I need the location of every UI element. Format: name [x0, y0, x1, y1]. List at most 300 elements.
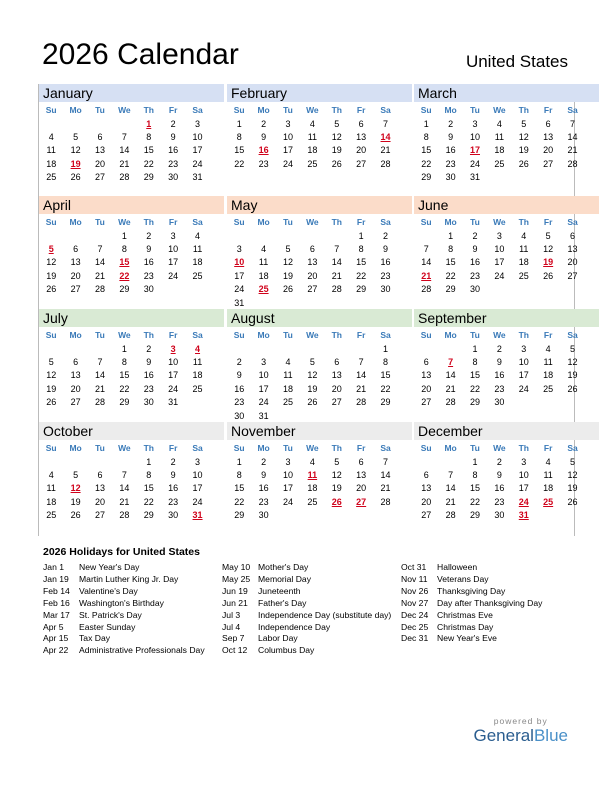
weekday-label: Sa [192, 104, 203, 115]
day-cell: 17 [168, 370, 179, 381]
day-cell: 10 [258, 370, 269, 381]
holiday-date: Nov 27 [401, 597, 429, 608]
day-cell: 6 [423, 470, 429, 481]
day-cell: 9 [472, 244, 478, 255]
month-name: December [414, 422, 599, 440]
holidays-title: 2026 Holidays for United States [43, 546, 200, 558]
week-row [227, 269, 412, 282]
holiday-date: Nov 11 [401, 573, 428, 584]
day-cell: 13 [94, 145, 105, 156]
day-cell: 23 [258, 158, 269, 169]
weekday-label: We [118, 442, 131, 453]
holiday-day-cell: 15 [119, 257, 130, 268]
weekday-label: Sa [192, 442, 203, 453]
weekday-label: Sa [567, 216, 578, 227]
weekday-label: Su [233, 104, 245, 115]
day-cell: 28 [421, 284, 432, 295]
day-cell: 16 [380, 257, 391, 268]
day-cell: 7 [121, 470, 127, 481]
month-june [414, 196, 599, 309]
day-cell: 27 [356, 158, 367, 169]
day-cell: 22 [469, 496, 480, 507]
day-cell: 4 [48, 470, 54, 481]
weekday-label: Fr [356, 442, 366, 453]
day-cell: 16 [143, 257, 154, 268]
weekday-label: We [306, 329, 319, 340]
day-cell: 5 [309, 357, 315, 368]
day-cell: 20 [70, 270, 81, 281]
week-row [227, 409, 412, 422]
day-cell: 14 [94, 370, 105, 381]
holiday-day-cell: 25 [543, 496, 554, 507]
day-cell: 3 [195, 118, 201, 129]
day-cell: 28 [445, 510, 456, 521]
weekday-label: We [493, 216, 506, 227]
day-cell: 4 [309, 456, 315, 467]
week-row [39, 495, 224, 508]
holiday-date: Jun 21 [222, 597, 248, 608]
day-cell: 19 [567, 483, 578, 494]
day-cell: 6 [358, 118, 364, 129]
day-cell: 20 [567, 257, 578, 268]
day-cell: 11 [192, 244, 203, 255]
day-cell: 10 [282, 132, 293, 143]
day-cell: 8 [358, 244, 364, 255]
day-cell: 24 [469, 158, 480, 169]
day-cell: 13 [94, 483, 105, 494]
weekday-label: We [118, 216, 131, 227]
month-name: July [39, 309, 224, 327]
day-cell: 1 [448, 230, 454, 241]
weekday-label: Th [518, 104, 529, 115]
holiday-row [43, 645, 223, 657]
weekday-label: Su [45, 104, 57, 115]
weekday-label: Tu [283, 329, 293, 340]
day-cell: 28 [356, 397, 367, 408]
day-cell: 20 [94, 158, 105, 169]
weekday-label: Mo [257, 442, 270, 453]
week-row [414, 482, 599, 495]
day-cell: 8 [236, 470, 242, 481]
weekday-label: Th [331, 104, 342, 115]
day-cell: 30 [168, 510, 179, 521]
day-cell: 16 [469, 257, 480, 268]
weekday-label: Fr [543, 216, 553, 227]
weekday-header [39, 327, 224, 342]
day-cell: 7 [121, 132, 127, 143]
day-cell: 17 [282, 145, 293, 156]
day-cell: 3 [170, 230, 176, 241]
day-cell: 17 [494, 257, 505, 268]
month-february [227, 84, 412, 197]
day-cell: 9 [170, 132, 176, 143]
weekday-header [227, 102, 412, 117]
day-cell: 23 [445, 158, 456, 169]
week-row [227, 396, 412, 409]
day-cell: 1 [472, 343, 478, 354]
holiday-row [43, 633, 223, 645]
day-cell: 19 [567, 370, 578, 381]
day-cell: 12 [282, 257, 293, 268]
day-cell: 5 [570, 456, 576, 467]
weekday-label: Su [45, 442, 57, 453]
holiday-row [43, 574, 223, 586]
holiday-date: May 25 [222, 573, 251, 584]
month-april [39, 196, 224, 309]
day-cell: 21 [119, 158, 130, 169]
day-cell: 5 [334, 456, 340, 467]
day-cell: 24 [282, 496, 293, 507]
day-cell: 13 [421, 370, 432, 381]
weekday-header [39, 214, 224, 229]
holiday-date: Apr 5 [43, 621, 64, 632]
day-cell: 6 [73, 357, 79, 368]
day-cell: 11 [494, 132, 505, 143]
day-cell: 23 [143, 270, 154, 281]
week-row [414, 355, 599, 368]
day-cell: 16 [168, 145, 179, 156]
day-cell: 3 [472, 118, 478, 129]
day-cell: 26 [331, 158, 342, 169]
day-cell: 20 [543, 145, 554, 156]
day-cell: 13 [70, 370, 81, 381]
day-cell: 1 [236, 118, 242, 129]
day-cell: 30 [143, 284, 154, 295]
weekday-label: Tu [283, 216, 293, 227]
day-cell: 18 [192, 370, 203, 381]
day-cell: 7 [383, 118, 389, 129]
day-cell: 8 [236, 132, 242, 143]
day-cell: 25 [46, 172, 57, 183]
holiday-row [222, 586, 402, 598]
day-cell: 5 [73, 470, 79, 481]
day-cell: 12 [518, 132, 529, 143]
week-row [227, 296, 412, 309]
weekday-label: Mo [444, 329, 457, 340]
week-row [227, 509, 412, 522]
day-cell: 13 [307, 257, 318, 268]
day-cell: 13 [356, 132, 367, 143]
day-cell: 21 [380, 483, 391, 494]
month-august [227, 309, 412, 422]
day-cell: 2 [261, 118, 267, 129]
day-cell: 18 [46, 158, 57, 169]
week-row [414, 342, 599, 355]
holiday-day-cell: 31 [518, 510, 529, 521]
holiday-name: Veterans Day [437, 573, 489, 584]
day-cell: 1 [472, 456, 478, 467]
weekday-label: Mo [69, 216, 82, 227]
holiday-name: Independence Day (substitute day) [258, 609, 392, 620]
weekday-label: Th [518, 216, 529, 227]
weekday-label: Sa [567, 329, 578, 340]
day-cell: 4 [48, 132, 54, 143]
day-cell: 13 [70, 257, 81, 268]
day-cell: 15 [356, 257, 367, 268]
weekday-header [39, 102, 224, 117]
holiday-date: Oct 12 [222, 645, 248, 656]
day-cell: 9 [261, 470, 267, 481]
day-cell: 22 [356, 270, 367, 281]
week-row [39, 117, 224, 130]
day-cell: 14 [567, 132, 578, 143]
weekday-label: Tu [470, 329, 480, 340]
day-cell: 20 [307, 270, 318, 281]
day-cell: 10 [494, 244, 505, 255]
weekday-label: Tu [470, 216, 480, 227]
day-cell: 18 [258, 270, 269, 281]
day-cell: 28 [380, 158, 391, 169]
day-cell: 29 [143, 172, 154, 183]
holiday-column [401, 562, 581, 645]
week-row [39, 283, 224, 296]
weekday-label: We [493, 104, 506, 115]
day-cell: 27 [70, 284, 81, 295]
day-cell: 17 [258, 383, 269, 394]
day-cell: 9 [383, 244, 389, 255]
day-cell: 23 [380, 270, 391, 281]
powered-by-text: powered by [493, 716, 548, 726]
holiday-date: Dec 31 [401, 633, 429, 644]
weekday-label: Th [518, 329, 529, 340]
day-cell: 12 [567, 357, 578, 368]
day-cell: 1 [423, 118, 429, 129]
day-cell: 24 [192, 496, 203, 507]
holiday-row [43, 610, 223, 622]
day-cell: 24 [168, 270, 179, 281]
day-cell: 30 [380, 284, 391, 295]
day-cell: 2 [261, 456, 267, 467]
week-row [414, 455, 599, 468]
month-name: August [227, 309, 412, 327]
holiday-day-cell: 7 [448, 357, 454, 368]
day-cell: 19 [331, 483, 342, 494]
weekday-label: Mo [69, 104, 82, 115]
day-cell: 25 [192, 270, 203, 281]
day-cell: 23 [143, 383, 154, 394]
weekday-label: Su [233, 216, 245, 227]
day-cell: 14 [380, 470, 391, 481]
day-cell: 10 [192, 470, 203, 481]
week-row [39, 229, 224, 242]
holiday-day-cell: 24 [518, 496, 529, 507]
day-cell: 23 [234, 397, 245, 408]
day-cell: 15 [445, 257, 456, 268]
weekday-label: Mo [257, 104, 270, 115]
weekday-label: Su [420, 104, 432, 115]
day-cell: 14 [94, 257, 105, 268]
month-may [227, 196, 412, 309]
weekday-label: Sa [567, 104, 578, 115]
weekday-label: Su [420, 216, 432, 227]
day-cell: 10 [469, 132, 480, 143]
day-cell: 24 [258, 397, 269, 408]
week-row [414, 269, 599, 282]
day-cell: 6 [73, 244, 79, 255]
day-cell: 26 [46, 284, 57, 295]
week-row [227, 342, 412, 355]
week-row [414, 242, 599, 255]
day-cell: 8 [423, 132, 429, 143]
day-cell: 31 [192, 172, 203, 183]
weekday-label: We [493, 442, 506, 453]
day-cell: 1 [121, 343, 127, 354]
day-cell: 10 [192, 132, 203, 143]
day-cell: 5 [73, 132, 79, 143]
holiday-date: Jun 19 [222, 585, 248, 596]
month-november [227, 422, 412, 535]
month-name: November [227, 422, 412, 440]
day-cell: 30 [168, 172, 179, 183]
day-cell: 2 [383, 230, 389, 241]
holiday-day-cell: 16 [258, 145, 269, 156]
weekday-header [414, 214, 599, 229]
day-cell: 3 [236, 244, 242, 255]
week-row [227, 482, 412, 495]
month-name: February [227, 84, 412, 102]
day-cell: 10 [168, 357, 179, 368]
weekday-label: Th [143, 216, 154, 227]
day-cell: 16 [258, 483, 269, 494]
day-cell: 2 [146, 343, 152, 354]
weekday-header [414, 102, 599, 117]
weekday-header [39, 440, 224, 455]
day-cell: 31 [258, 410, 269, 421]
day-cell: 3 [285, 456, 291, 467]
weekday-label: Su [420, 329, 432, 340]
day-cell: 26 [567, 383, 578, 394]
day-cell: 25 [282, 397, 293, 408]
week-row [39, 157, 224, 170]
day-cell: 20 [356, 145, 367, 156]
day-cell: 28 [567, 158, 578, 169]
day-cell: 7 [334, 244, 340, 255]
day-cell: 1 [236, 456, 242, 467]
day-cell: 26 [567, 496, 578, 507]
holiday-date: Mar 17 [43, 609, 70, 620]
day-cell: 8 [472, 470, 478, 481]
generalblue-logo [473, 726, 568, 746]
day-cell: 20 [331, 383, 342, 394]
weekday-label: Sa [380, 329, 391, 340]
day-cell: 27 [567, 270, 578, 281]
day-cell: 27 [331, 397, 342, 408]
day-cell: 26 [543, 270, 554, 281]
day-cell: 29 [445, 284, 456, 295]
day-cell: 29 [119, 284, 130, 295]
day-cell: 3 [195, 456, 201, 467]
day-cell: 18 [282, 383, 293, 394]
day-cell: 25 [307, 496, 318, 507]
week-row [39, 482, 224, 495]
weekday-label: Th [331, 329, 342, 340]
day-cell: 12 [567, 470, 578, 481]
weekday-label: Sa [380, 442, 391, 453]
day-cell: 25 [192, 383, 203, 394]
holiday-row [222, 574, 402, 586]
week-row [39, 144, 224, 157]
day-cell: 6 [423, 357, 429, 368]
holiday-date: Apr 22 [43, 645, 69, 656]
weekday-label: Mo [69, 442, 82, 453]
day-cell: 29 [356, 284, 367, 295]
holiday-day-cell: 25 [258, 284, 269, 295]
holiday-row [401, 622, 581, 634]
week-row [227, 229, 412, 242]
day-cell: 28 [94, 284, 105, 295]
holiday-name: Columbus Day [258, 645, 315, 656]
holiday-name: Thanksgiving Day [437, 585, 506, 596]
day-cell: 6 [334, 357, 340, 368]
day-cell: 16 [445, 145, 456, 156]
day-cell: 26 [70, 510, 81, 521]
day-cell: 5 [570, 343, 576, 354]
day-cell: 29 [421, 172, 432, 183]
week-row [39, 269, 224, 282]
day-cell: 3 [521, 456, 527, 467]
holiday-day-cell: 11 [307, 470, 318, 481]
day-cell: 24 [282, 158, 293, 169]
day-cell: 28 [380, 496, 391, 507]
weekday-label: Su [420, 442, 432, 453]
weekday-label: Fr [543, 104, 553, 115]
day-cell: 7 [423, 244, 429, 255]
day-cell: 26 [307, 397, 318, 408]
day-cell: 18 [192, 257, 203, 268]
weekday-label: Tu [470, 442, 480, 453]
day-cell: 19 [70, 496, 81, 507]
holiday-column [222, 562, 402, 657]
holiday-date: Dec 25 [401, 621, 429, 632]
holiday-row [401, 562, 581, 574]
weekday-label: Fr [356, 216, 366, 227]
day-cell: 7 [570, 118, 576, 129]
holiday-name: Administrative Professionals Day [79, 645, 205, 656]
holiday-name: Martin Luther King Jr. Day [79, 573, 179, 584]
week-row [227, 130, 412, 143]
day-cell: 18 [543, 370, 554, 381]
day-cell: 22 [421, 158, 432, 169]
day-cell: 21 [567, 145, 578, 156]
day-cell: 17 [518, 483, 529, 494]
day-cell: 22 [469, 383, 480, 394]
day-cell: 12 [307, 370, 318, 381]
holiday-day-cell: 4 [195, 343, 201, 354]
day-cell: 29 [234, 510, 245, 521]
day-cell: 9 [496, 357, 502, 368]
day-cell: 21 [94, 270, 105, 281]
month-march [414, 84, 599, 197]
week-row [414, 396, 599, 409]
week-row [39, 342, 224, 355]
week-row [414, 229, 599, 242]
day-cell: 30 [445, 172, 456, 183]
day-cell: 4 [496, 118, 502, 129]
week-row [414, 144, 599, 157]
weekday-label: Th [143, 329, 154, 340]
holiday-row [401, 598, 581, 610]
page-title: 2026 Calendar [42, 38, 239, 71]
day-cell: 11 [307, 132, 318, 143]
holiday-date: Jul 3 [222, 609, 241, 620]
day-cell: 11 [283, 370, 293, 381]
day-cell: 24 [494, 270, 505, 281]
holiday-name: New Year's Eve [437, 633, 497, 644]
day-cell: 23 [258, 496, 269, 507]
week-row [227, 455, 412, 468]
day-cell: 27 [70, 397, 81, 408]
day-cell: 17 [192, 483, 203, 494]
